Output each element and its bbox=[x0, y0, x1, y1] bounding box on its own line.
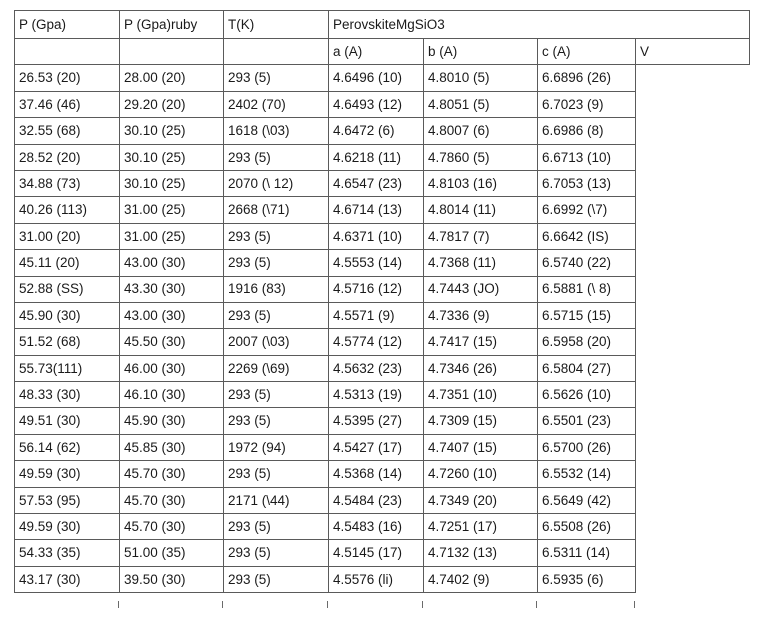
empty-v-cell bbox=[636, 408, 750, 434]
a-cell: 4.5576 (li) bbox=[329, 566, 424, 592]
temperature-cell: 293 (5) bbox=[224, 302, 329, 328]
subheader-empty-cell bbox=[15, 39, 120, 65]
cropped-border-stub bbox=[327, 601, 328, 608]
c-cell: 6.7053 (13) bbox=[538, 170, 636, 196]
c-cell: 6.5532 (14) bbox=[538, 461, 636, 487]
a-cell: 4.6472 (6) bbox=[329, 118, 424, 144]
table-row bbox=[15, 329, 750, 355]
table-row bbox=[15, 144, 750, 170]
empty-v-cell bbox=[636, 355, 750, 381]
p-ruby-cell: 31.00 (25) bbox=[120, 197, 224, 223]
cropped-border-stub bbox=[118, 601, 119, 608]
b-cell: 4.7417 (15) bbox=[424, 329, 538, 355]
empty-v-cell bbox=[636, 329, 750, 355]
p-gpa-cell: 34.88 (73) bbox=[15, 170, 120, 196]
table-row bbox=[15, 302, 750, 328]
b-cell: 4.7817 (7) bbox=[424, 223, 538, 249]
empty-v-cell bbox=[636, 514, 750, 540]
p-ruby-cell: 43.00 (30) bbox=[120, 302, 224, 328]
empty-v-cell bbox=[636, 65, 750, 91]
temperature-cell: 2007 (\03) bbox=[224, 329, 329, 355]
p-ruby-cell: 39.50 (30) bbox=[120, 566, 224, 592]
c-cell: 6.6992 (\7) bbox=[538, 197, 636, 223]
empty-v-cell bbox=[636, 566, 750, 592]
cropped-border-stub bbox=[422, 601, 423, 608]
empty-v-cell bbox=[636, 170, 750, 196]
p-gpa-cell: 55.73(111) bbox=[15, 355, 120, 381]
a-cell: 4.5716 (12) bbox=[329, 276, 424, 302]
c-cell: 6.5804 (27) bbox=[538, 355, 636, 381]
b-cell: 4.8014 (11) bbox=[424, 197, 538, 223]
subheader-empty-cell bbox=[224, 39, 329, 65]
p-ruby-cell: 46.10 (30) bbox=[120, 382, 224, 408]
p-gpa-cell: 51.52 (68) bbox=[15, 329, 120, 355]
a-cell: 4.5774 (12) bbox=[329, 329, 424, 355]
cropped-border-stub bbox=[634, 601, 635, 608]
subheader-row bbox=[15, 39, 750, 65]
p-gpa-cell: 31.00 (20) bbox=[15, 223, 120, 249]
c-cell: 6.7023 (9) bbox=[538, 91, 636, 117]
a-cell: 4.6496 (10) bbox=[329, 65, 424, 91]
header-p-gpa: P (Gpa) bbox=[15, 11, 120, 39]
c-cell: 6.6713 (10) bbox=[538, 144, 636, 170]
b-cell: 4.7336 (9) bbox=[424, 302, 538, 328]
b-cell: 4.7860 (5) bbox=[424, 144, 538, 170]
b-cell: 4.7349 (20) bbox=[424, 487, 538, 513]
b-cell: 4.7132 (13) bbox=[424, 540, 538, 566]
p-gpa-cell: 37.46 (46) bbox=[15, 91, 120, 117]
temperature-cell: 2402 (70) bbox=[224, 91, 329, 117]
a-cell: 4.5368 (14) bbox=[329, 461, 424, 487]
p-ruby-cell: 43.00 (30) bbox=[120, 250, 224, 276]
cropped-border-stub bbox=[222, 601, 223, 608]
empty-v-cell bbox=[636, 487, 750, 513]
b-cell: 4.7351 (10) bbox=[424, 382, 538, 408]
table-row bbox=[15, 197, 750, 223]
table-row bbox=[15, 514, 750, 540]
empty-v-cell bbox=[636, 540, 750, 566]
table-row bbox=[15, 434, 750, 460]
temperature-cell: 293 (5) bbox=[224, 461, 329, 487]
header-p-ruby: P (Gpa)ruby bbox=[120, 11, 224, 39]
p-gpa-cell: 49.59 (30) bbox=[15, 514, 120, 540]
p-ruby-cell: 46.00 (30) bbox=[120, 355, 224, 381]
c-cell: 6.5649 (42) bbox=[538, 487, 636, 513]
a-cell: 4.5571 (9) bbox=[329, 302, 424, 328]
p-gpa-cell: 28.52 (20) bbox=[15, 144, 120, 170]
temperature-cell: 293 (5) bbox=[224, 540, 329, 566]
c-cell: 6.6896 (26) bbox=[538, 65, 636, 91]
header-c: c (A) bbox=[538, 39, 636, 65]
a-cell: 4.6714 (13) bbox=[329, 197, 424, 223]
table-row bbox=[15, 540, 750, 566]
b-cell: 4.7402 (9) bbox=[424, 566, 538, 592]
b-cell: 4.8007 (6) bbox=[424, 118, 538, 144]
p-ruby-cell: 30.10 (25) bbox=[120, 144, 224, 170]
empty-v-cell bbox=[636, 250, 750, 276]
p-gpa-cell: 57.53 (95) bbox=[15, 487, 120, 513]
p-gpa-cell: 56.14 (62) bbox=[15, 434, 120, 460]
b-cell: 4.7251 (17) bbox=[424, 514, 538, 540]
table-row bbox=[15, 461, 750, 487]
b-cell: 4.7407 (15) bbox=[424, 434, 538, 460]
temperature-cell: 2070 (\ 12) bbox=[224, 170, 329, 196]
b-cell: 4.7346 (26) bbox=[424, 355, 538, 381]
b-cell: 4.7309 (15) bbox=[424, 408, 538, 434]
empty-v-cell bbox=[636, 223, 750, 249]
p-ruby-cell: 28.00 (20) bbox=[120, 65, 224, 91]
b-cell: 4.7368 (11) bbox=[424, 250, 538, 276]
empty-v-cell bbox=[636, 91, 750, 117]
p-gpa-cell: 26.53 (20) bbox=[15, 65, 120, 91]
header-v: V bbox=[636, 39, 750, 65]
p-ruby-cell: 45.70 (30) bbox=[120, 461, 224, 487]
p-gpa-cell: 45.90 (30) bbox=[15, 302, 120, 328]
p-gpa-cell: 49.59 (30) bbox=[15, 461, 120, 487]
header-b: b (A) bbox=[424, 39, 538, 65]
header-perovskite-group: PerovskiteMgSiO3 bbox=[329, 11, 750, 39]
temperature-cell: 293 (5) bbox=[224, 65, 329, 91]
temperature-cell: 293 (5) bbox=[224, 514, 329, 540]
c-cell: 6.5311 (14) bbox=[538, 540, 636, 566]
temperature-cell: 293 (5) bbox=[224, 566, 329, 592]
c-cell: 6.5958 (20) bbox=[538, 329, 636, 355]
header-row bbox=[15, 11, 750, 39]
temperature-cell: 1618 (\03) bbox=[224, 118, 329, 144]
a-cell: 4.5632 (23) bbox=[329, 355, 424, 381]
c-cell: 6.5508 (26) bbox=[538, 514, 636, 540]
p-ruby-cell: 45.70 (30) bbox=[120, 514, 224, 540]
c-cell: 6.5715 (15) bbox=[538, 302, 636, 328]
c-cell: 6.6986 (8) bbox=[538, 118, 636, 144]
p-ruby-cell: 45.85 (30) bbox=[120, 434, 224, 460]
p-ruby-cell: 30.10 (25) bbox=[120, 118, 224, 144]
cropped-border-stub bbox=[536, 601, 537, 608]
a-cell: 4.6218 (11) bbox=[329, 144, 424, 170]
temperature-cell: 2269 (\69) bbox=[224, 355, 329, 381]
empty-v-cell bbox=[636, 461, 750, 487]
header-a: a (A) bbox=[329, 39, 424, 65]
c-cell: 6.5700 (26) bbox=[538, 434, 636, 460]
temperature-cell: 2171 (\44) bbox=[224, 487, 329, 513]
p-ruby-cell: 30.10 (25) bbox=[120, 170, 224, 196]
table-row bbox=[15, 355, 750, 381]
p-gpa-cell: 45.11 (20) bbox=[15, 250, 120, 276]
empty-v-cell bbox=[636, 118, 750, 144]
p-ruby-cell: 31.00 (25) bbox=[120, 223, 224, 249]
c-cell: 6.5935 (6) bbox=[538, 566, 636, 592]
cropped-bottom-edge bbox=[14, 601, 644, 618]
p-ruby-cell: 45.50 (30) bbox=[120, 329, 224, 355]
b-cell: 4.7443 (JO) bbox=[424, 276, 538, 302]
a-cell: 4.6493 (12) bbox=[329, 91, 424, 117]
p-ruby-cell: 43.30 (30) bbox=[120, 276, 224, 302]
a-cell: 4.6547 (23) bbox=[329, 170, 424, 196]
table-row bbox=[15, 118, 750, 144]
a-cell: 4.5484 (23) bbox=[329, 487, 424, 513]
b-cell: 4.7260 (10) bbox=[424, 461, 538, 487]
c-cell: 6.5740 (22) bbox=[538, 250, 636, 276]
a-cell: 4.5483 (16) bbox=[329, 514, 424, 540]
header-temperature: T(K) bbox=[224, 11, 329, 39]
table-row bbox=[15, 65, 750, 91]
temperature-cell: 1916 (83) bbox=[224, 276, 329, 302]
b-cell: 4.8010 (5) bbox=[424, 65, 538, 91]
perovskite-data-table bbox=[14, 10, 750, 593]
empty-v-cell bbox=[636, 434, 750, 460]
temperature-cell: 2668 (\71) bbox=[224, 197, 329, 223]
b-cell: 4.8103 (16) bbox=[424, 170, 538, 196]
p-gpa-cell: 49.51 (30) bbox=[15, 408, 120, 434]
a-cell: 4.6371 (10) bbox=[329, 223, 424, 249]
a-cell: 4.5313 (19) bbox=[329, 382, 424, 408]
p-ruby-cell: 29.20 (20) bbox=[120, 91, 224, 117]
p-ruby-cell: 51.00 (35) bbox=[120, 540, 224, 566]
empty-v-cell bbox=[636, 302, 750, 328]
table-row bbox=[15, 223, 750, 249]
temperature-cell: 293 (5) bbox=[224, 382, 329, 408]
table-row bbox=[15, 91, 750, 117]
subheader-empty-cell bbox=[120, 39, 224, 65]
p-ruby-cell: 45.70 (30) bbox=[120, 487, 224, 513]
table-row bbox=[15, 487, 750, 513]
p-gpa-cell: 32.55 (68) bbox=[15, 118, 120, 144]
p-gpa-cell: 52.88 (SS) bbox=[15, 276, 120, 302]
b-cell: 4.8051 (5) bbox=[424, 91, 538, 117]
p-gpa-cell: 48.33 (30) bbox=[15, 382, 120, 408]
empty-v-cell bbox=[636, 144, 750, 170]
table-row bbox=[15, 276, 750, 302]
p-gpa-cell: 43.17 (30) bbox=[15, 566, 120, 592]
temperature-cell: 293 (5) bbox=[224, 223, 329, 249]
table-row bbox=[15, 170, 750, 196]
table-row bbox=[15, 382, 750, 408]
p-gpa-cell: 54.33 (35) bbox=[15, 540, 120, 566]
p-ruby-cell: 45.90 (30) bbox=[120, 408, 224, 434]
temperature-cell: 293 (5) bbox=[224, 144, 329, 170]
p-gpa-cell: 40.26 (113) bbox=[15, 197, 120, 223]
temperature-cell: 1972 (94) bbox=[224, 434, 329, 460]
c-cell: 6.6642 (IS) bbox=[538, 223, 636, 249]
a-cell: 4.5427 (17) bbox=[329, 434, 424, 460]
c-cell: 6.5501 (23) bbox=[538, 408, 636, 434]
a-cell: 4.5395 (27) bbox=[329, 408, 424, 434]
empty-v-cell bbox=[636, 276, 750, 302]
temperature-cell: 293 (5) bbox=[224, 408, 329, 434]
temperature-cell: 293 (5) bbox=[224, 250, 329, 276]
empty-v-cell bbox=[636, 382, 750, 408]
a-cell: 4.5145 (17) bbox=[329, 540, 424, 566]
a-cell: 4.5553 (14) bbox=[329, 250, 424, 276]
table-row bbox=[15, 250, 750, 276]
c-cell: 6.5881 (\ 8) bbox=[538, 276, 636, 302]
empty-v-cell bbox=[636, 197, 750, 223]
c-cell: 6.5626 (10) bbox=[538, 382, 636, 408]
table-row bbox=[15, 408, 750, 434]
table-row bbox=[15, 566, 750, 592]
